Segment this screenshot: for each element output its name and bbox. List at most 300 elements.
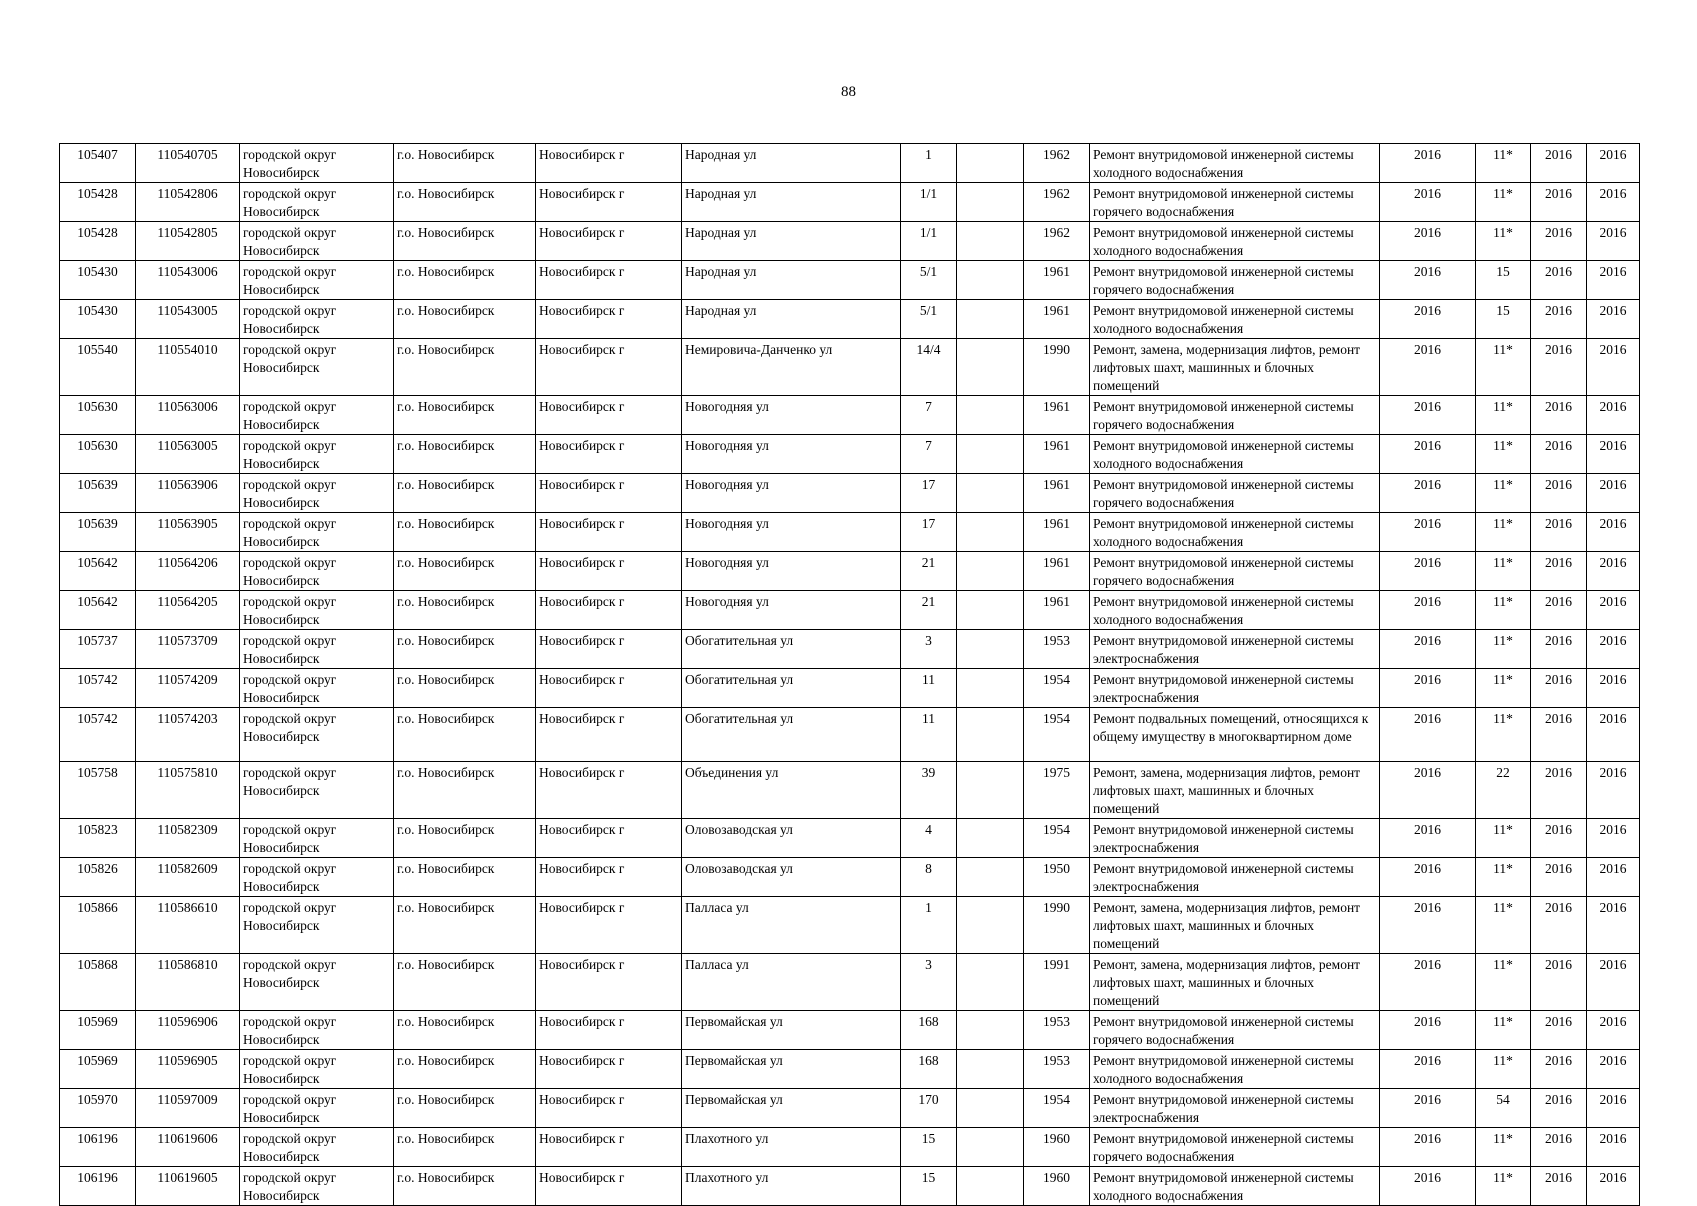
street-cell: Народная ул xyxy=(682,144,901,183)
construction-year-cell: 1961 xyxy=(1024,300,1090,339)
table-body xyxy=(60,144,1640,1206)
street-cell: Новогодняя ул xyxy=(682,513,901,552)
plan-year-cell: 2016 xyxy=(1380,474,1476,513)
street-cell: Обогатительная ул xyxy=(682,630,901,669)
city-cell: Новосибирск г xyxy=(536,435,682,474)
work-type-cell: Ремонт внутридомовой инженерной системы горячего водоснабжения xyxy=(1090,261,1380,300)
object-id-cell: 105868 xyxy=(60,954,136,1011)
construction-year-cell: 1954 xyxy=(1024,1089,1090,1128)
table-row xyxy=(60,897,1640,954)
urban-district-cell: г.о. Новосибирск xyxy=(394,954,536,1011)
municipal-district-cell: городской округ Новосибирск xyxy=(240,819,394,858)
city-cell: Новосибирск г xyxy=(536,630,682,669)
municipal-district-cell: городской округ Новосибирск xyxy=(240,552,394,591)
plan-year-cell: 2016 xyxy=(1380,261,1476,300)
building-cell xyxy=(957,1050,1024,1089)
house-number-cell: 39 xyxy=(901,762,957,819)
house-number-cell: 7 xyxy=(901,435,957,474)
floors-cell: 11* xyxy=(1476,435,1531,474)
work-code-cell: 110596905 xyxy=(136,1050,240,1089)
object-id-cell: 105407 xyxy=(60,144,136,183)
municipal-district-cell: городской округ Новосибирск xyxy=(240,474,394,513)
building-cell xyxy=(957,222,1024,261)
street-cell: Новогодняя ул xyxy=(682,396,901,435)
object-id-cell: 105758 xyxy=(60,762,136,819)
street-cell: Народная ул xyxy=(682,183,901,222)
street-cell: Новогодняя ул xyxy=(682,591,901,630)
end-year-cell: 2016 xyxy=(1587,819,1640,858)
urban-district-cell: г.о. Новосибирск xyxy=(394,1128,536,1167)
end-year-cell: 2016 xyxy=(1587,858,1640,897)
construction-year-cell: 1953 xyxy=(1024,1011,1090,1050)
start-year-cell: 2016 xyxy=(1531,1050,1587,1089)
building-cell xyxy=(957,669,1024,708)
house-number-cell: 168 xyxy=(901,1050,957,1089)
floors-cell: 11* xyxy=(1476,396,1531,435)
start-year-cell: 2016 xyxy=(1531,396,1587,435)
plan-year-cell: 2016 xyxy=(1380,300,1476,339)
floors-cell: 11* xyxy=(1476,144,1531,183)
start-year-cell: 2016 xyxy=(1531,513,1587,552)
construction-year-cell: 1991 xyxy=(1024,954,1090,1011)
plan-year-cell: 2016 xyxy=(1380,954,1476,1011)
work-code-cell: 110542805 xyxy=(136,222,240,261)
urban-district-cell: г.о. Новосибирск xyxy=(394,591,536,630)
end-year-cell: 2016 xyxy=(1587,630,1640,669)
work-type-cell: Ремонт внутридомовой инженерной системы холодного водоснабжения xyxy=(1090,300,1380,339)
building-cell xyxy=(957,144,1024,183)
start-year-cell: 2016 xyxy=(1531,669,1587,708)
start-year-cell: 2016 xyxy=(1531,261,1587,300)
end-year-cell: 2016 xyxy=(1587,261,1640,300)
object-id-cell: 105742 xyxy=(60,708,136,762)
floors-cell: 11* xyxy=(1476,954,1531,1011)
house-number-cell: 8 xyxy=(901,858,957,897)
end-year-cell: 2016 xyxy=(1587,954,1640,1011)
municipal-district-cell: городской округ Новосибирск xyxy=(240,630,394,669)
urban-district-cell: г.о. Новосибирск xyxy=(394,708,536,762)
municipal-district-cell: городской округ Новосибирск xyxy=(240,1089,394,1128)
building-cell xyxy=(957,1089,1024,1128)
construction-year-cell: 1953 xyxy=(1024,1050,1090,1089)
work-type-cell: Ремонт внутридомовой инженерной системы электроснабжения xyxy=(1090,1089,1380,1128)
house-number-cell: 168 xyxy=(901,1011,957,1050)
city-cell: Новосибирск г xyxy=(536,708,682,762)
construction-year-cell: 1961 xyxy=(1024,435,1090,474)
table-row xyxy=(60,261,1640,300)
work-code-cell: 110582309 xyxy=(136,819,240,858)
start-year-cell: 2016 xyxy=(1531,300,1587,339)
plan-year-cell: 2016 xyxy=(1380,591,1476,630)
building-cell xyxy=(957,954,1024,1011)
house-number-cell: 11 xyxy=(901,708,957,762)
plan-year-cell: 2016 xyxy=(1380,435,1476,474)
building-cell xyxy=(957,183,1024,222)
city-cell: Новосибирск г xyxy=(536,183,682,222)
street-cell: Первомайская ул xyxy=(682,1011,901,1050)
street-cell: Народная ул xyxy=(682,300,901,339)
object-id-cell: 105540 xyxy=(60,339,136,396)
work-code-cell: 110574209 xyxy=(136,669,240,708)
urban-district-cell: г.о. Новосибирск xyxy=(394,396,536,435)
street-cell: Народная ул xyxy=(682,261,901,300)
start-year-cell: 2016 xyxy=(1531,708,1587,762)
table-row xyxy=(60,1089,1640,1128)
end-year-cell: 2016 xyxy=(1587,339,1640,396)
house-number-cell: 170 xyxy=(901,1089,957,1128)
street-cell: Обогатительная ул xyxy=(682,669,901,708)
start-year-cell: 2016 xyxy=(1531,630,1587,669)
house-number-cell: 17 xyxy=(901,474,957,513)
building-cell xyxy=(957,339,1024,396)
urban-district-cell: г.о. Новосибирск xyxy=(394,339,536,396)
city-cell: Новосибирск г xyxy=(536,339,682,396)
street-cell: Плахотного ул xyxy=(682,1167,901,1206)
municipal-district-cell: городской округ Новосибирск xyxy=(240,708,394,762)
table-row xyxy=(60,474,1640,513)
floors-cell: 15 xyxy=(1476,261,1531,300)
page-number: 88 xyxy=(841,84,856,100)
plan-year-cell: 2016 xyxy=(1380,513,1476,552)
plan-year-cell: 2016 xyxy=(1380,1167,1476,1206)
street-cell: Народная ул xyxy=(682,222,901,261)
end-year-cell: 2016 xyxy=(1587,396,1640,435)
city-cell: Новосибирск г xyxy=(536,513,682,552)
plan-year-cell: 2016 xyxy=(1380,144,1476,183)
table-row xyxy=(60,630,1640,669)
municipal-district-cell: городской округ Новосибирск xyxy=(240,339,394,396)
urban-district-cell: г.о. Новосибирск xyxy=(394,630,536,669)
street-cell: Немировича-Данченко ул xyxy=(682,339,901,396)
work-type-cell: Ремонт внутридомовой инженерной системы горячего водоснабжения xyxy=(1090,183,1380,222)
urban-district-cell: г.о. Новосибирск xyxy=(394,513,536,552)
city-cell: Новосибирск г xyxy=(536,1011,682,1050)
house-number-cell: 3 xyxy=(901,954,957,1011)
urban-district-cell: г.о. Новосибирск xyxy=(394,819,536,858)
municipal-district-cell: городской округ Новосибирск xyxy=(240,1011,394,1050)
end-year-cell: 2016 xyxy=(1587,1167,1640,1206)
construction-year-cell: 1961 xyxy=(1024,261,1090,300)
city-cell: Новосибирск г xyxy=(536,762,682,819)
plan-year-cell: 2016 xyxy=(1380,1128,1476,1167)
building-cell xyxy=(957,396,1024,435)
municipal-district-cell: городской округ Новосибирск xyxy=(240,858,394,897)
start-year-cell: 2016 xyxy=(1531,1011,1587,1050)
urban-district-cell: г.о. Новосибирск xyxy=(394,144,536,183)
object-id-cell: 105630 xyxy=(60,396,136,435)
floors-cell: 54 xyxy=(1476,1089,1531,1128)
end-year-cell: 2016 xyxy=(1587,300,1640,339)
city-cell: Новосибирск г xyxy=(536,897,682,954)
plan-year-cell: 2016 xyxy=(1380,669,1476,708)
building-cell xyxy=(957,1011,1024,1050)
municipal-district-cell: городской округ Новосибирск xyxy=(240,396,394,435)
city-cell: Новосибирск г xyxy=(536,1089,682,1128)
city-cell: Новосибирск г xyxy=(536,300,682,339)
construction-year-cell: 1975 xyxy=(1024,762,1090,819)
start-year-cell: 2016 xyxy=(1531,339,1587,396)
end-year-cell: 2016 xyxy=(1587,1128,1640,1167)
work-code-cell: 110596906 xyxy=(136,1011,240,1050)
house-number-cell: 3 xyxy=(901,630,957,669)
table-row xyxy=(60,300,1640,339)
work-type-cell: Ремонт, замена, модернизация лифтов, ремонт лифтовых шахт, машинных и блочных помещений xyxy=(1090,762,1380,819)
building-cell xyxy=(957,858,1024,897)
house-number-cell: 15 xyxy=(901,1167,957,1206)
city-cell: Новосибирск г xyxy=(536,474,682,513)
plan-year-cell: 2016 xyxy=(1380,396,1476,435)
street-cell: Плахотного ул xyxy=(682,1128,901,1167)
table-row xyxy=(60,708,1640,762)
table-row xyxy=(60,222,1640,261)
municipal-district-cell: городской округ Новосибирск xyxy=(240,1167,394,1206)
municipal-district-cell: городской округ Новосибирск xyxy=(240,897,394,954)
plan-year-cell: 2016 xyxy=(1380,339,1476,396)
work-type-cell: Ремонт внутридомовой инженерной системы горячего водоснабжения xyxy=(1090,474,1380,513)
construction-year-cell: 1960 xyxy=(1024,1128,1090,1167)
urban-district-cell: г.о. Новосибирск xyxy=(394,1050,536,1089)
construction-year-cell: 1960 xyxy=(1024,1167,1090,1206)
floors-cell: 11* xyxy=(1476,630,1531,669)
table-row xyxy=(60,1128,1640,1167)
registry-table xyxy=(59,143,1640,1206)
work-type-cell: Ремонт внутридомовой инженерной системы горячего водоснабжения xyxy=(1090,1011,1380,1050)
object-id-cell: 105639 xyxy=(60,474,136,513)
urban-district-cell: г.о. Новосибирск xyxy=(394,435,536,474)
work-code-cell: 110564205 xyxy=(136,591,240,630)
street-cell: Палласа ул xyxy=(682,897,901,954)
floors-cell: 11* xyxy=(1476,708,1531,762)
street-cell: Первомайская ул xyxy=(682,1089,901,1128)
street-cell: Оловозаводская ул xyxy=(682,858,901,897)
floors-cell: 11* xyxy=(1476,858,1531,897)
work-code-cell: 110597009 xyxy=(136,1089,240,1128)
plan-year-cell: 2016 xyxy=(1380,858,1476,897)
plan-year-cell: 2016 xyxy=(1380,1050,1476,1089)
object-id-cell: 105823 xyxy=(60,819,136,858)
table-row xyxy=(60,669,1640,708)
work-type-cell: Ремонт внутридомовой инженерной системы электроснабжения xyxy=(1090,630,1380,669)
floors-cell: 11* xyxy=(1476,1167,1531,1206)
house-number-cell: 11 xyxy=(901,669,957,708)
work-code-cell: 110582609 xyxy=(136,858,240,897)
floors-cell: 11* xyxy=(1476,591,1531,630)
municipal-district-cell: городской округ Новосибирск xyxy=(240,954,394,1011)
city-cell: Новосибирск г xyxy=(536,1128,682,1167)
floors-cell: 11* xyxy=(1476,897,1531,954)
building-cell xyxy=(957,513,1024,552)
object-id-cell: 105428 xyxy=(60,183,136,222)
start-year-cell: 2016 xyxy=(1531,552,1587,591)
city-cell: Новосибирск г xyxy=(536,819,682,858)
start-year-cell: 2016 xyxy=(1531,144,1587,183)
construction-year-cell: 1950 xyxy=(1024,858,1090,897)
house-number-cell: 1 xyxy=(901,144,957,183)
plan-year-cell: 2016 xyxy=(1380,897,1476,954)
house-number-cell: 5/1 xyxy=(901,261,957,300)
municipal-district-cell: городской округ Новосибирск xyxy=(240,513,394,552)
work-code-cell: 110563006 xyxy=(136,396,240,435)
work-type-cell: Ремонт внутридомовой инженерной системы горячего водоснабжения xyxy=(1090,1128,1380,1167)
plan-year-cell: 2016 xyxy=(1380,819,1476,858)
plan-year-cell: 2016 xyxy=(1380,708,1476,762)
end-year-cell: 2016 xyxy=(1587,897,1640,954)
table-row xyxy=(60,396,1640,435)
construction-year-cell: 1961 xyxy=(1024,513,1090,552)
work-type-cell: Ремонт, замена, модернизация лифтов, ремонт лифтовых шахт, машинных и блочных помещений xyxy=(1090,897,1380,954)
construction-year-cell: 1954 xyxy=(1024,708,1090,762)
start-year-cell: 2016 xyxy=(1531,762,1587,819)
work-type-cell: Ремонт внутридомовой инженерной системы холодного водоснабжения xyxy=(1090,1050,1380,1089)
end-year-cell: 2016 xyxy=(1587,435,1640,474)
table-row xyxy=(60,552,1640,591)
end-year-cell: 2016 xyxy=(1587,1089,1640,1128)
work-type-cell: Ремонт внутридомовой инженерной системы горячего водоснабжения xyxy=(1090,552,1380,591)
city-cell: Новосибирск г xyxy=(536,552,682,591)
object-id-cell: 105428 xyxy=(60,222,136,261)
municipal-district-cell: городской округ Новосибирск xyxy=(240,222,394,261)
work-code-cell: 110564206 xyxy=(136,552,240,591)
work-type-cell: Ремонт внутридомовой инженерной системы горячего водоснабжения xyxy=(1090,396,1380,435)
plan-year-cell: 2016 xyxy=(1380,183,1476,222)
table-row xyxy=(60,435,1640,474)
floors-cell: 11* xyxy=(1476,552,1531,591)
floors-cell: 22 xyxy=(1476,762,1531,819)
street-cell: Обогатительная ул xyxy=(682,708,901,762)
floors-cell: 11* xyxy=(1476,1128,1531,1167)
plan-year-cell: 2016 xyxy=(1380,630,1476,669)
start-year-cell: 2016 xyxy=(1531,1167,1587,1206)
municipal-district-cell: городской округ Новосибирск xyxy=(240,591,394,630)
object-id-cell: 105737 xyxy=(60,630,136,669)
work-code-cell: 110586610 xyxy=(136,897,240,954)
city-cell: Новосибирск г xyxy=(536,144,682,183)
building-cell xyxy=(957,630,1024,669)
object-id-cell: 105430 xyxy=(60,300,136,339)
floors-cell: 11* xyxy=(1476,1011,1531,1050)
work-code-cell: 110563906 xyxy=(136,474,240,513)
city-cell: Новосибирск г xyxy=(536,222,682,261)
table-row xyxy=(60,183,1640,222)
street-cell: Объединения ул xyxy=(682,762,901,819)
work-code-cell: 110575810 xyxy=(136,762,240,819)
object-id-cell: 105969 xyxy=(60,1011,136,1050)
work-type-cell: Ремонт, замена, модернизация лифтов, ремонт лифтовых шахт, машинных и блочных помещений xyxy=(1090,954,1380,1011)
city-cell: Новосибирск г xyxy=(536,1167,682,1206)
urban-district-cell: г.о. Новосибирск xyxy=(394,261,536,300)
urban-district-cell: г.о. Новосибирск xyxy=(394,858,536,897)
table-row xyxy=(60,513,1640,552)
floors-cell: 11* xyxy=(1476,669,1531,708)
construction-year-cell: 1953 xyxy=(1024,630,1090,669)
work-type-cell: Ремонт внутридомовой инженерной системы холодного водоснабжения xyxy=(1090,144,1380,183)
building-cell xyxy=(957,474,1024,513)
work-code-cell: 110540705 xyxy=(136,144,240,183)
floors-cell: 11* xyxy=(1476,513,1531,552)
floors-cell: 11* xyxy=(1476,1050,1531,1089)
city-cell: Новосибирск г xyxy=(536,1050,682,1089)
table-row xyxy=(60,858,1640,897)
work-type-cell: Ремонт внутридомовой инженерной системы холодного водоснабжения xyxy=(1090,435,1380,474)
start-year-cell: 2016 xyxy=(1531,858,1587,897)
table-row xyxy=(60,1050,1640,1089)
city-cell: Новосибирск г xyxy=(536,858,682,897)
construction-year-cell: 1962 xyxy=(1024,183,1090,222)
house-number-cell: 5/1 xyxy=(901,300,957,339)
end-year-cell: 2016 xyxy=(1587,708,1640,762)
work-type-cell: Ремонт внутридомовой инженерной системы холодного водоснабжения xyxy=(1090,1167,1380,1206)
building-cell xyxy=(957,1128,1024,1167)
house-number-cell: 4 xyxy=(901,819,957,858)
table-row xyxy=(60,762,1640,819)
floors-cell: 15 xyxy=(1476,300,1531,339)
object-id-cell: 105639 xyxy=(60,513,136,552)
work-code-cell: 110542806 xyxy=(136,183,240,222)
urban-district-cell: г.о. Новосибирск xyxy=(394,897,536,954)
house-number-cell: 14/4 xyxy=(901,339,957,396)
urban-district-cell: г.о. Новосибирск xyxy=(394,1011,536,1050)
municipal-district-cell: городской округ Новосибирск xyxy=(240,1128,394,1167)
house-number-cell: 21 xyxy=(901,591,957,630)
start-year-cell: 2016 xyxy=(1531,1089,1587,1128)
building-cell xyxy=(957,300,1024,339)
work-type-cell: Ремонт подвальных помещений, относящихся к общему имуществу в многоквартирном доме xyxy=(1090,708,1380,762)
work-type-cell: Ремонт внутридомовой инженерной системы холодного водоснабжения xyxy=(1090,222,1380,261)
work-code-cell: 110563905 xyxy=(136,513,240,552)
municipal-district-cell: городской округ Новосибирск xyxy=(240,762,394,819)
urban-district-cell: г.о. Новосибирск xyxy=(394,300,536,339)
street-cell: Палласа ул xyxy=(682,954,901,1011)
plan-year-cell: 2016 xyxy=(1380,222,1476,261)
work-code-cell: 110586810 xyxy=(136,954,240,1011)
street-cell: Новогодняя ул xyxy=(682,552,901,591)
end-year-cell: 2016 xyxy=(1587,513,1640,552)
house-number-cell: 15 xyxy=(901,1128,957,1167)
object-id-cell: 105866 xyxy=(60,897,136,954)
plan-year-cell: 2016 xyxy=(1380,762,1476,819)
municipal-district-cell: городской округ Новосибирск xyxy=(240,144,394,183)
urban-district-cell: г.о. Новосибирск xyxy=(394,552,536,591)
floors-cell: 11* xyxy=(1476,339,1531,396)
building-cell xyxy=(957,708,1024,762)
end-year-cell: 2016 xyxy=(1587,222,1640,261)
start-year-cell: 2016 xyxy=(1531,954,1587,1011)
urban-district-cell: г.о. Новосибирск xyxy=(394,669,536,708)
municipal-district-cell: городской округ Новосибирск xyxy=(240,669,394,708)
construction-year-cell: 1954 xyxy=(1024,669,1090,708)
construction-year-cell: 1961 xyxy=(1024,591,1090,630)
floors-cell: 11* xyxy=(1476,474,1531,513)
start-year-cell: 2016 xyxy=(1531,435,1587,474)
building-cell xyxy=(957,552,1024,591)
table-row xyxy=(60,819,1640,858)
house-number-cell: 1/1 xyxy=(901,183,957,222)
floors-cell: 11* xyxy=(1476,222,1531,261)
table-row xyxy=(60,591,1640,630)
municipal-district-cell: городской округ Новосибирск xyxy=(240,183,394,222)
object-id-cell: 106196 xyxy=(60,1167,136,1206)
table-row xyxy=(60,144,1640,183)
street-cell: Оловозаводская ул xyxy=(682,819,901,858)
object-id-cell: 105742 xyxy=(60,669,136,708)
street-cell: Новогодняя ул xyxy=(682,435,901,474)
work-code-cell: 110543005 xyxy=(136,300,240,339)
start-year-cell: 2016 xyxy=(1531,591,1587,630)
plan-year-cell: 2016 xyxy=(1380,1089,1476,1128)
work-code-cell: 110619606 xyxy=(136,1128,240,1167)
building-cell xyxy=(957,819,1024,858)
start-year-cell: 2016 xyxy=(1531,183,1587,222)
